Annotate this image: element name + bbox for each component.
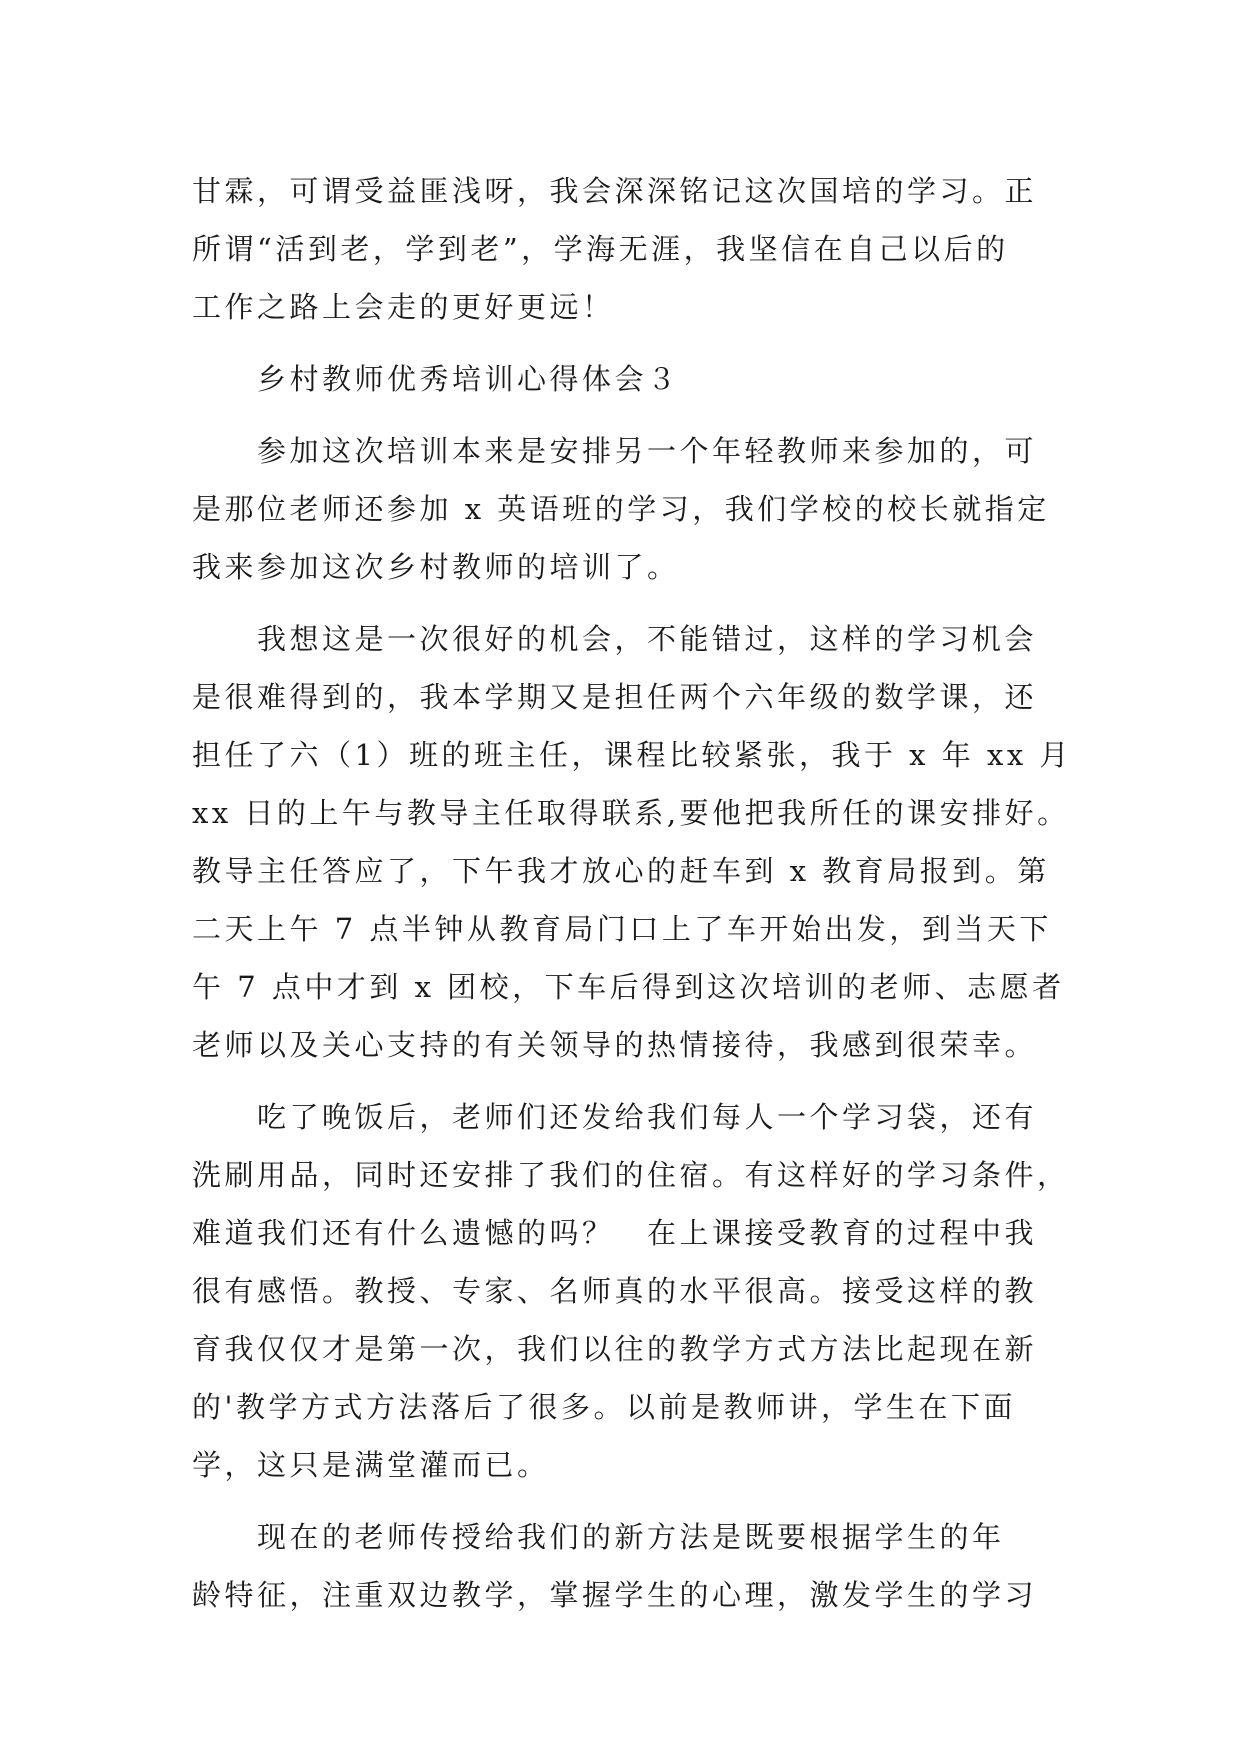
text-line: 午 7 点中才到 x 团校，下车后得到这次培训的老师、志愿者 xyxy=(192,970,1065,1004)
text-line: 我想这是一次很好的机会，不能错过，这样的学习机会 xyxy=(192,622,1038,656)
text-line: 难道我们还有什么遗憾的吗？ 在上课接受教育的过程中我 xyxy=(192,1216,1038,1250)
text-line: 二天上午 7 点半钟从教育局门口上了车开始出发，到当天下 xyxy=(192,912,1052,946)
text-line: 教导主任答应了，下午我才放心的赶车到 x 教育局报到。第 xyxy=(192,854,1050,888)
text-line: xx 日的上午与教导主任取得联系,要他把我所任的课安排好。 xyxy=(192,796,1070,830)
text-line: 担任了六（1）班的班主任，课程比较紧张，我于 x 年 xx 月 xyxy=(192,738,1072,772)
text-line: 是那位老师还参加 x 英语班的学习，我们学校的校长就指定 xyxy=(192,492,1050,526)
text-line: 龄特征，注重双边教学，掌握学生的心理，激发学生的学习 xyxy=(192,1578,1038,1612)
text-line: 的'教学方式方法落后了很多。以前是教师讲，学生在下面 xyxy=(192,1390,1016,1424)
text-line: 吃了晚饭后，老师们还发给我们每人一个学习袋，还有 xyxy=(192,1100,1038,1134)
text-line: 育我仅仅才是第一次，我们以往的教学方式方法比起现在新 xyxy=(192,1332,1038,1366)
text-line: 我来参加这次乡村教师的培训了。 xyxy=(192,550,680,584)
section-heading: 乡村教师优秀培训心得体会３ xyxy=(192,362,680,396)
text-line: 学，这只是满堂灌而已。 xyxy=(192,1448,550,1482)
text-line: 老师以及关心支持的有关领导的热情接待，我感到很荣幸。 xyxy=(192,1028,1038,1062)
text-line: 工作之路上会走的更好更远！ xyxy=(192,290,615,324)
text-line: 参加这次培训本来是安排另一个年轻教师来参加的，可 xyxy=(192,434,1038,468)
text-line: 是很难得到的，我本学期又是担任两个六年级的数学课，还 xyxy=(192,680,1038,714)
text-line: 洗刷用品，同时还安排了我们的住宿。有这样好的学习条件， xyxy=(192,1158,1070,1192)
document-body xyxy=(192,162,1072,1624)
text-line: 很有感悟。教授、专家、名师真的水平很高。接受这样的教 xyxy=(192,1274,1038,1308)
text-line: 甘霖，可谓受益匪浅呀，我会深深铭记这次国培的学习。正 xyxy=(192,174,1038,208)
text-line: 现在的老师传授给我们的新方法是既要根据学生的年 xyxy=(192,1520,1005,1554)
text-line: 所谓“活到老，学到老”，学海无涯，我坚信在自己以后的 xyxy=(192,232,1009,266)
